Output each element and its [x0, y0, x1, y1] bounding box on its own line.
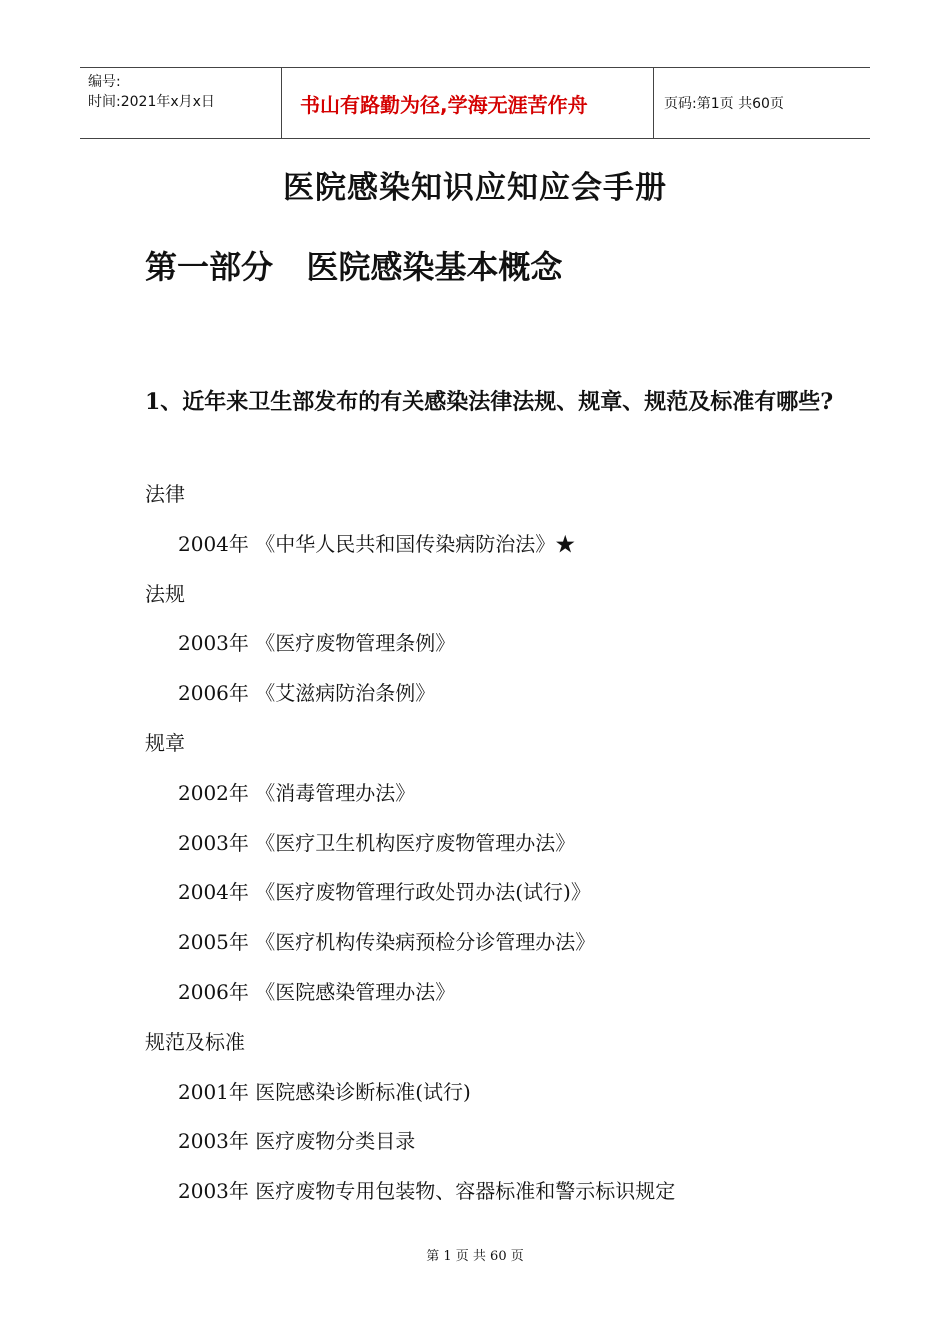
number-label: 编号: [88, 74, 121, 90]
section-heading: 规章 [145, 730, 185, 755]
list-item: 2003年 《医疗卫生机构医疗废物管理办法》 [178, 830, 576, 855]
page-header [80, 67, 870, 139]
question-heading: 1、近年来卫生部发布的有关感染法律法规、规章、规范及标准有哪些? [145, 389, 834, 415]
list-item: 2006年 《医院感染管理办法》 [178, 979, 456, 1004]
section-heading: 规范及标准 [145, 1029, 245, 1054]
header-meta [80, 68, 282, 138]
content-list [145, 470, 845, 1217]
header-page-info: 页码:第1页 共60页 [664, 96, 784, 112]
header-motto: 书山有路勤为径,学海无涯苦作舟 [282, 68, 654, 138]
time-label: 时间:2021年x月x日 [88, 94, 215, 110]
document-title: 医院感染知识应知应会手册 [283, 170, 667, 206]
list-item: 2005年 《医疗机构传染病预检分诊管理办法》 [178, 930, 596, 955]
list-item: 2004年 《医疗废物管理行政处罚办法(试行)》 [178, 880, 591, 905]
list-item: 2006年 《艾滋病防治条例》 [178, 681, 436, 706]
section-heading: 法规 [145, 581, 185, 606]
list-item: 2003年 医疗废物分类目录 [178, 1129, 416, 1154]
page-footer: 第 1 页 共 60 页 [426, 1249, 524, 1264]
list-item: 2003年 《医疗废物管理条例》 [178, 631, 456, 656]
list-item: 2004年 《中华人民共和国传染病防治法》★ [178, 531, 576, 556]
list-item: 2003年 医疗废物专用包装物、容器标准和警示标识规定 [178, 1179, 676, 1204]
list-item: 2002年 《消毒管理办法》 [178, 780, 416, 805]
section-heading: 法律 [145, 482, 185, 506]
list-item: 2001年 医院感染诊断标准(试行) [178, 1079, 471, 1104]
part-title: 第一部分 医院感染基本概念 [145, 248, 563, 286]
